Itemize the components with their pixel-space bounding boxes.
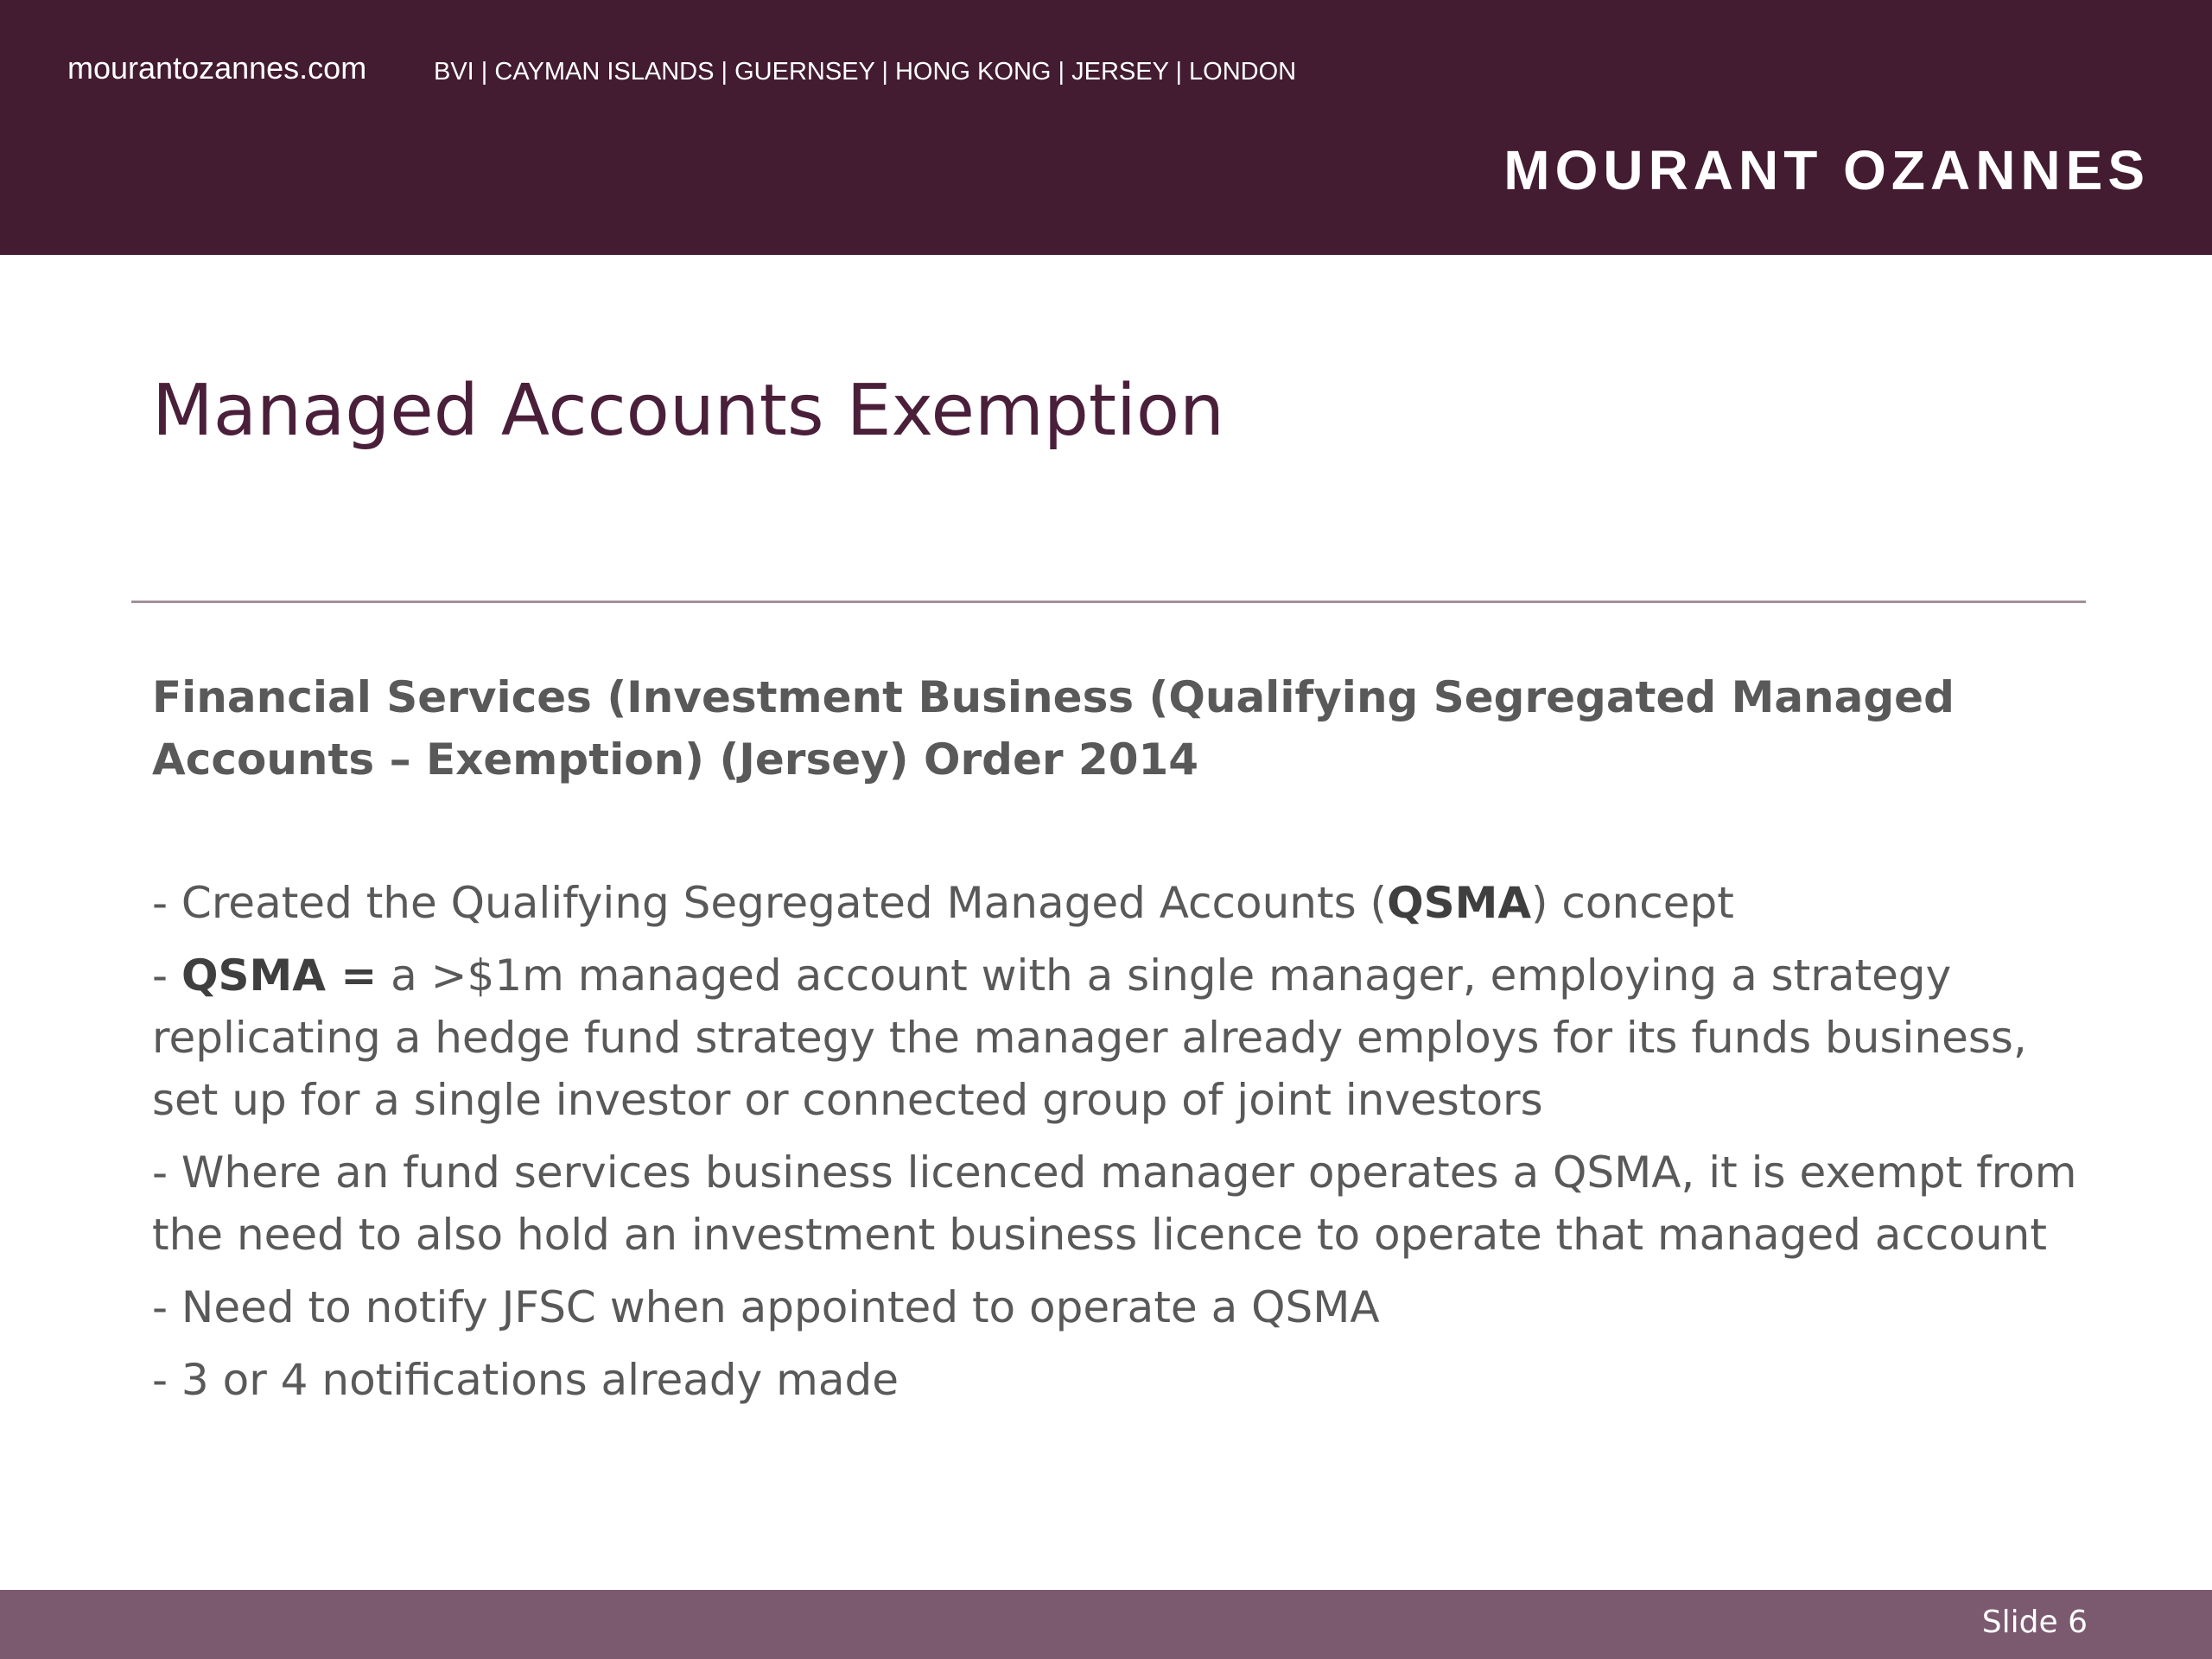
slide-number: Slide 6 bbox=[1981, 1605, 2088, 1640]
bullet-item-notifications-made: - 3 or 4 notifications already made bbox=[152, 1355, 899, 1405]
bullet-item-qsma-concept bbox=[152, 872, 2096, 934]
bullet-text: ) concept bbox=[1531, 878, 1734, 928]
legislation-heading: Financial Services (Investment Business (Qualifying Segregated Managed Accounts – Exemption) (Jersey) Order 2014 bbox=[152, 672, 1955, 785]
bullet-bold-term: QSMA = bbox=[181, 950, 378, 1001]
bullet-item-qsma-definition bbox=[152, 944, 2096, 1131]
header-bar bbox=[0, 0, 2212, 255]
bullet-text: a >$1m managed account with a single manager, employing a strategy replicating a hedge fund strategy the manager already employs for its funds business, set up for a single investor or connected group of joint investors bbox=[152, 950, 2027, 1125]
bullet-bold-term: QSMA bbox=[1387, 878, 1532, 928]
title-divider bbox=[131, 601, 2086, 603]
office-locations: BVI | CAYMAN ISLANDS | GUERNSEY | HONG KONG | JERSEY | LONDON bbox=[434, 58, 1297, 86]
company-logo: MOURANT OZANNES bbox=[1503, 139, 2150, 201]
site-url: mourantozannes.com bbox=[67, 50, 367, 86]
bullet-item-exemption: - Where an fund services business licenced manager operates a QSMA, it is exempt from the need to also hold an investment business licence to operate that managed account bbox=[152, 1147, 2077, 1260]
bullet-text: - Created the Qualifying Segregated Managed Accounts ( bbox=[152, 878, 1388, 928]
bullet-item-notify: - Need to notify JFSC when appointed to operate a QSMA bbox=[152, 1282, 1380, 1332]
slide-title: Managed Accounts Exemption bbox=[152, 370, 1224, 452]
footer-bar bbox=[0, 1590, 2212, 1659]
bullet-text: - bbox=[152, 950, 181, 1001]
bullet-list bbox=[152, 872, 2096, 1421]
